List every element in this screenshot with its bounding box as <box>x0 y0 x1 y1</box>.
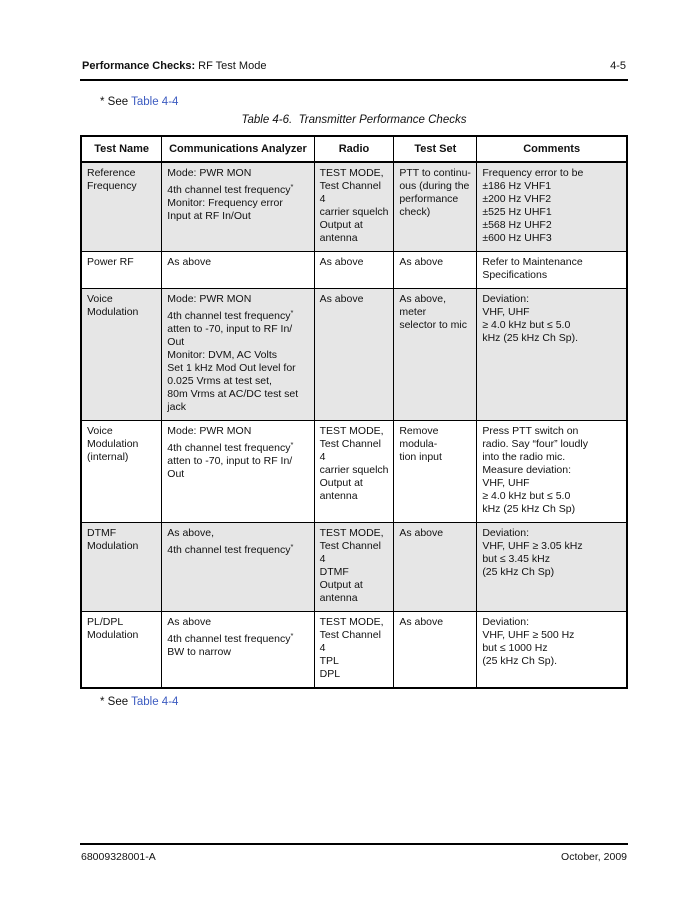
cell-paragraph <box>482 616 622 668</box>
table-row <box>81 289 627 421</box>
cell-line: atten to -70, input to RF In/ <box>167 323 293 335</box>
cell-line: Deviation: <box>482 616 530 628</box>
cell-line: 80m Vrms at AC/DC test set <box>167 388 299 400</box>
cell-line: 0.025 Vrms at test set, <box>167 375 272 387</box>
page-number: 4-5 <box>610 60 626 72</box>
footnote-asterisk: * <box>290 182 294 191</box>
cell-line: Remove modula- <box>399 425 439 450</box>
table-row <box>81 421 627 523</box>
cell-paragraph <box>167 633 309 659</box>
header-section-rest: RF Test Mode <box>195 60 267 72</box>
cell-comments <box>477 421 627 523</box>
cell-analyzer <box>162 523 314 612</box>
cell-paragraph <box>167 310 309 414</box>
cell-line: ±200 Hz VHF2 <box>482 193 552 205</box>
cell-paragraph <box>482 256 622 282</box>
cell-line: ≥ 4.0 kHz but ≤ 5.0 <box>482 319 571 331</box>
cell-analyzer <box>162 252 314 289</box>
cell-test-set <box>394 162 477 252</box>
cell-paragraph <box>167 616 309 629</box>
cell-analyzer <box>162 289 314 421</box>
cell-line: TEST MODE, <box>319 616 384 628</box>
footnote-asterisk: * <box>290 440 294 449</box>
cell-paragraph <box>167 293 309 306</box>
cell-radio <box>314 162 394 252</box>
cell-test-name <box>81 289 162 421</box>
cell-line: Specifications <box>482 269 548 281</box>
cell-test-set <box>394 421 477 523</box>
cell-line: ous (during the <box>399 180 470 192</box>
cell-paragraph <box>482 527 622 579</box>
cell-test-name <box>81 421 162 523</box>
cell-line: Deviation: <box>482 527 530 539</box>
cell-line: VHF, UHF <box>482 306 530 318</box>
cell-line: ±186 Hz VHF1 <box>482 180 552 192</box>
cell-line: TPL <box>319 655 339 667</box>
cell-radio <box>314 289 394 421</box>
cell-line: performance <box>399 193 459 205</box>
cell-test-name <box>81 523 162 612</box>
cell-line: ±600 Hz UHF3 <box>482 232 552 244</box>
cell-line: but ≤ 3.45 kHz <box>482 553 550 565</box>
cell-line: 4th channel test frequency* <box>167 182 294 196</box>
cell-line: PTT to continu- <box>399 167 471 179</box>
cell-line: As above <box>399 256 444 268</box>
footer-row <box>80 851 628 863</box>
footer-date: October, 2009 <box>561 851 627 863</box>
cell-line: 4th channel test frequency* <box>167 631 294 645</box>
cell-line: TEST MODE, <box>319 527 384 539</box>
table-row <box>81 162 627 252</box>
cell-paragraph <box>87 167 157 193</box>
running-header <box>80 60 628 72</box>
table-row <box>81 523 627 612</box>
cell-paragraph <box>399 167 472 219</box>
cell-test-set <box>394 252 477 289</box>
cell-paragraph <box>167 167 309 180</box>
cell-paragraph <box>167 527 309 540</box>
cell-line: carrier squelch <box>319 464 389 476</box>
note-below-table <box>100 696 628 708</box>
cell-line: Out <box>167 336 185 348</box>
cell-line: TEST MODE, <box>319 425 384 437</box>
cell-line: Frequency error to be <box>482 167 584 179</box>
cell-line: Output at <box>319 477 363 489</box>
column-header-test-name: Test Name <box>81 136 162 162</box>
page-footer <box>80 843 628 863</box>
cell-paragraph <box>87 527 157 553</box>
cell-paragraph <box>320 527 390 605</box>
cell-line: As above, meter <box>399 293 447 318</box>
cell-line: Monitor: DVM, AC Volts <box>167 349 277 361</box>
cell-line: VHF, UHF ≥ 3.05 kHz <box>482 540 583 552</box>
cell-line: 4th channel test frequency* <box>167 308 294 322</box>
table-4-4-link-above[interactable]: Table 4-4 <box>131 96 179 108</box>
cell-analyzer <box>162 162 314 252</box>
cell-line: antenna <box>319 592 358 604</box>
cell-line: Frequency <box>87 180 137 192</box>
cell-paragraph <box>399 616 472 629</box>
cell-line: VHF, UHF ≥ 500 Hz <box>482 629 575 641</box>
performance-table <box>80 135 628 689</box>
cell-analyzer <box>162 421 314 523</box>
cell-line: Modulation <box>87 629 139 641</box>
cell-line: As above <box>167 616 212 628</box>
cell-line: TEST MODE, <box>319 167 384 179</box>
cell-paragraph <box>167 544 309 557</box>
cell-paragraph <box>482 167 622 245</box>
cell-line: Measure deviation: <box>482 464 572 476</box>
header-rule <box>80 79 628 81</box>
cell-line: Mode: PWR MON <box>167 167 252 179</box>
table-header-row <box>81 136 627 162</box>
cell-paragraph <box>399 293 472 332</box>
cell-line: Test Channel 4 <box>319 629 381 654</box>
cell-radio <box>314 421 394 523</box>
cell-paragraph <box>320 293 390 306</box>
cell-paragraph <box>87 256 157 269</box>
cell-test-set <box>394 289 477 421</box>
cell-line: (25 kHz Ch Sp) <box>482 566 555 578</box>
cell-radio <box>314 252 394 289</box>
cell-line: but ≤ 1000 Hz <box>482 642 548 654</box>
table-4-4-link-below[interactable]: Table 4-4 <box>131 696 179 708</box>
cell-line: ≥ 4.0 kHz but ≤ 5.0 <box>482 490 571 502</box>
cell-paragraph <box>167 256 309 269</box>
table-head <box>81 136 627 162</box>
cell-line: kHz (25 kHz Ch Sp) <box>482 503 576 515</box>
cell-line: Monitor: Frequency error <box>167 197 283 209</box>
cell-test-name <box>81 252 162 289</box>
cell-line: As above <box>319 293 364 305</box>
cell-comments <box>477 289 627 421</box>
cell-paragraph <box>87 425 157 464</box>
cell-line: As above <box>319 256 364 268</box>
footer-rule <box>80 843 628 845</box>
cell-line: (25 kHz Ch Sp). <box>482 655 558 667</box>
header-section-bold: Performance Checks: <box>82 60 196 72</box>
cell-line: BW to narrow <box>167 646 231 658</box>
cell-line: Refer to Maintenance <box>482 256 583 268</box>
table-body <box>81 162 627 688</box>
cell-paragraph <box>167 184 309 223</box>
cell-line: Voice <box>87 293 113 305</box>
table-row <box>81 252 627 289</box>
cell-paragraph <box>482 425 622 516</box>
cell-line: Modulation <box>87 540 139 552</box>
note-above-table <box>100 96 628 108</box>
cell-line: Input at RF In/Out <box>167 210 251 222</box>
header-title <box>82 60 266 72</box>
cell-comments <box>477 523 627 612</box>
cell-line: into the radio mic. <box>482 451 566 463</box>
footer-doc-number: 68009328001-A <box>81 851 156 863</box>
cell-line: As above <box>399 616 444 628</box>
cell-line: Modulation <box>87 306 139 318</box>
cell-comments <box>477 252 627 289</box>
cell-paragraph <box>320 167 390 245</box>
cell-line: atten to -70, input to RF In/ <box>167 455 293 467</box>
cell-line: Reference <box>87 167 136 179</box>
cell-paragraph <box>167 425 309 438</box>
cell-test-set <box>394 523 477 612</box>
cell-paragraph <box>320 256 390 269</box>
note-prefix: * See <box>100 696 132 708</box>
cell-line: As above, <box>167 527 214 539</box>
cell-line: DTMF <box>319 566 349 578</box>
cell-line: Voice <box>87 425 113 437</box>
cell-line: check) <box>399 206 431 218</box>
cell-line: Set 1 kHz Mod Out level for <box>167 362 296 374</box>
footnote-asterisk: * <box>290 542 294 551</box>
cell-paragraph <box>482 293 622 345</box>
footnote-asterisk: * <box>290 308 294 317</box>
cell-line: 4th channel test frequency* <box>167 542 294 556</box>
column-header-communications-analyzer: Communications Analyzer <box>162 136 314 162</box>
cell-line: Test Channel 4 <box>319 438 381 463</box>
cell-test-name <box>81 162 162 252</box>
cell-line: Modulation <box>87 438 139 450</box>
cell-line: Mode: PWR MON <box>167 293 252 305</box>
cell-line: PL/DPL <box>87 616 124 628</box>
column-header-comments: Comments <box>477 136 627 162</box>
footnote-asterisk: * <box>290 631 294 640</box>
cell-radio <box>314 523 394 612</box>
cell-line: VHF, UHF <box>482 477 530 489</box>
cell-line: ±525 Hz UHF1 <box>482 206 552 218</box>
table-caption: Table 4-6. Transmitter Performance Checks <box>241 114 467 126</box>
cell-line: As above <box>167 256 212 268</box>
cell-line: (internal) <box>87 451 129 463</box>
cell-paragraph <box>167 442 309 481</box>
cell-line: Press PTT switch on <box>482 425 579 437</box>
cell-line: radio. Say “four” loudly <box>482 438 588 450</box>
cell-line: tion input <box>399 451 442 463</box>
cell-paragraph <box>320 616 390 681</box>
cell-line: Output at <box>319 579 363 591</box>
cell-line: jack <box>167 401 186 413</box>
column-header-radio: Radio <box>314 136 394 162</box>
cell-line: Mode: PWR MON <box>167 425 252 437</box>
cell-line: Out <box>167 468 185 480</box>
cell-analyzer <box>162 612 314 689</box>
cell-paragraph <box>399 527 472 540</box>
cell-line: Power RF <box>87 256 134 268</box>
cell-line: As above <box>399 527 444 539</box>
cell-line: selector to mic <box>399 319 468 331</box>
cell-line: Test Channel 4 <box>319 180 381 205</box>
cell-line: Deviation: <box>482 293 530 305</box>
page-content <box>80 60 628 708</box>
cell-line: ±568 Hz UHF2 <box>482 219 552 231</box>
cell-test-name <box>81 612 162 689</box>
cell-radio <box>314 612 394 689</box>
cell-line: antenna <box>319 232 358 244</box>
table-row <box>81 612 627 689</box>
cell-line: carrier squelch <box>319 206 389 218</box>
cell-test-set <box>394 612 477 689</box>
cell-line: Test Channel 4 <box>319 540 381 565</box>
cell-comments <box>477 162 627 252</box>
cell-paragraph <box>87 293 157 319</box>
cell-paragraph <box>399 425 472 464</box>
cell-line: 4th channel test frequency* <box>167 440 294 454</box>
cell-line: antenna <box>319 490 358 502</box>
cell-line: kHz (25 kHz Ch Sp). <box>482 332 579 344</box>
cell-line: DPL <box>319 668 341 680</box>
cell-paragraph <box>320 425 390 503</box>
cell-line: DTMF <box>87 527 117 539</box>
cell-comments <box>477 612 627 689</box>
column-header-test-set: Test Set <box>394 136 477 162</box>
cell-paragraph <box>399 256 472 269</box>
note-prefix: * See <box>100 96 132 108</box>
cell-line: Output at <box>319 219 363 231</box>
cell-paragraph <box>87 616 157 642</box>
